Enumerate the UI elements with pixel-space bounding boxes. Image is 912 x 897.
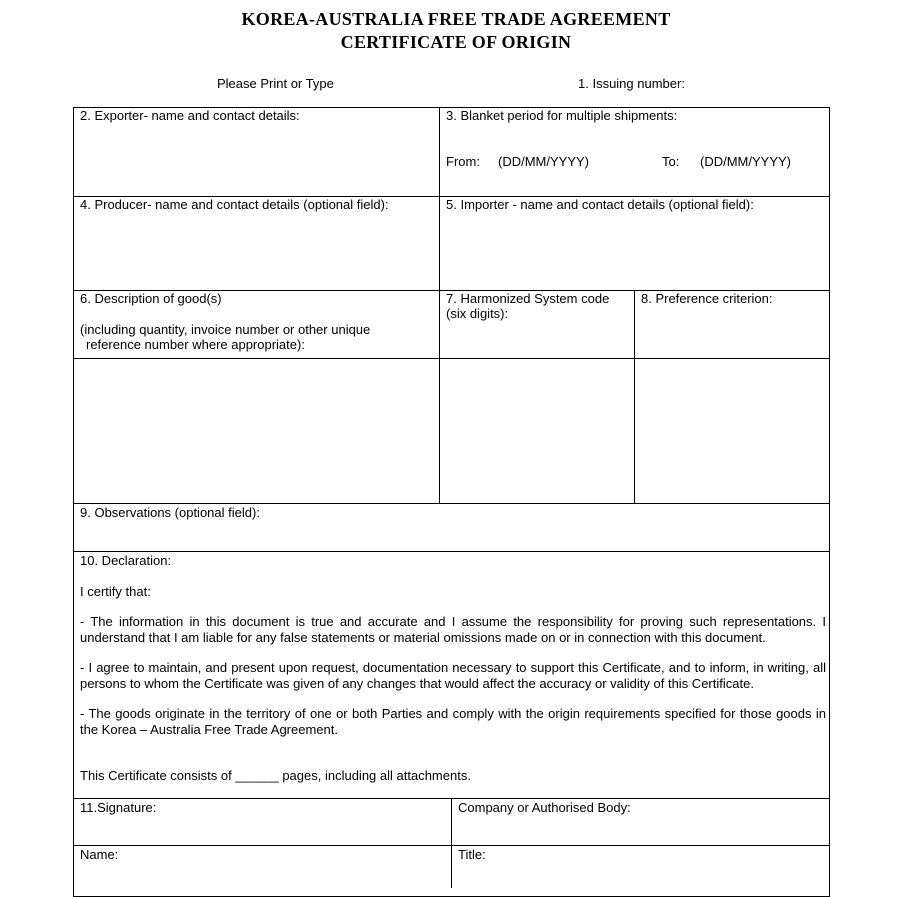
description-label: 6. Description of good(s): [80, 291, 222, 306]
observations-label: 9. Observations (optional field):: [80, 505, 260, 520]
declaration-label: 10. Declaration:: [80, 553, 172, 568]
declaration-paragraph-documentation: - I agree to maintain, and present upon request, documentation necessary to support this Certificate, and to inform, in writing, all persons to whom the Certificate was given of any changes that would affect the accuracy or validity of this Certificate.: [80, 660, 826, 691]
exporter-label: 2. Exporter- name and contact details:: [80, 108, 300, 123]
to-label: To:: [662, 154, 680, 169]
blanket-period-label: 3. Blanket period for multiple shipments:: [446, 108, 678, 123]
preference-field[interactable]: [635, 359, 829, 503]
signature-label: 11.Signature:: [80, 800, 157, 815]
preference-label: 8. Preference criterion:: [641, 291, 773, 306]
from-label: From:: [446, 154, 480, 169]
company-label: Company or Authorised Body:: [458, 800, 631, 815]
producer-label: 4. Producer- name and contact details (optional field):: [80, 197, 389, 212]
importer-label: 5. Importer - name and contact details (optional field):: [446, 197, 754, 212]
issuing-number-label: 1. Issuing number:: [578, 76, 685, 91]
hs-code-field[interactable]: [440, 359, 634, 503]
form-title-line2: CERTIFICATE OF ORIGIN: [340, 32, 572, 52]
pages-statement: This Certificate consists of ______ pages, including all attachments.: [80, 768, 471, 783]
declaration-paragraph-origin: - The goods originate in the territory of one or both Parties and comply with the origin requirements specified for those goods in the Korea – Australia Free Trade Agreement.: [80, 706, 826, 737]
hs-code-label-line2: (six digits):: [446, 306, 509, 321]
name-label: Name:: [80, 847, 119, 862]
print-instruction: Please Print or Type: [217, 76, 334, 91]
description-note-line1: (including quantity, invoice number or other unique: [80, 322, 371, 337]
divider: [73, 551, 830, 552]
certify-text: I certify that:: [80, 584, 151, 599]
title-field[interactable]: [452, 846, 829, 880]
hs-code-label-line1: 7. Harmonized System code: [446, 291, 610, 306]
from-date-format: (DD/MM/YYYY): [498, 154, 589, 169]
name-field[interactable]: [74, 846, 451, 880]
to-date-format: (DD/MM/YYYY): [700, 154, 791, 169]
declaration-paragraph-accuracy: - The information in this document is true and accurate and I assume the responsibility for proving such representations. I understand that I am liable for any false statements or material omissions made on or in connection with this document.: [80, 614, 826, 645]
description-field[interactable]: [74, 359, 439, 503]
title-label: Title:: [458, 847, 486, 862]
form-title-line1: KOREA-AUSTRALIA FREE TRADE AGREEMENT: [241, 9, 671, 29]
description-note-line2: reference number where appropriate):: [86, 337, 305, 352]
